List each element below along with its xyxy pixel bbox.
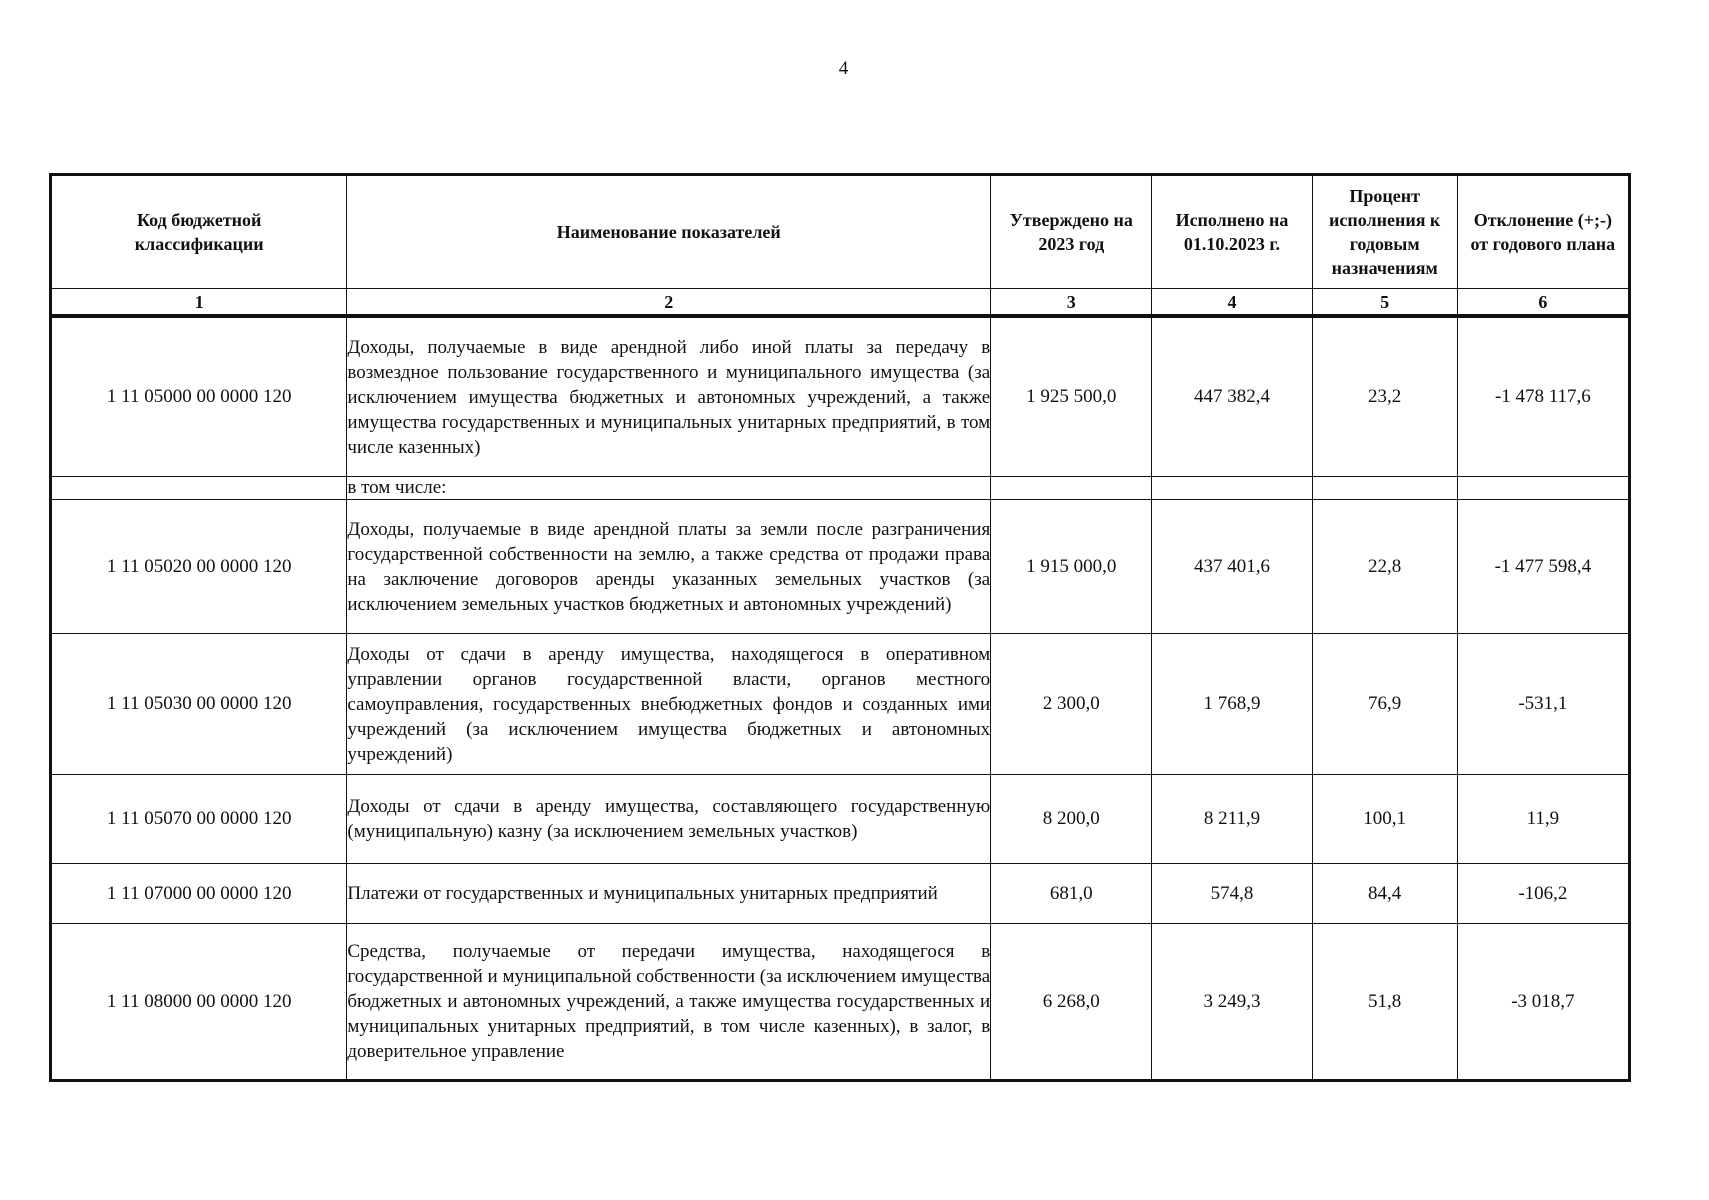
page-number: 4 — [838, 58, 849, 79]
column-number-1: 1 — [51, 289, 347, 317]
column-number-4: 4 — [1152, 289, 1312, 317]
table-row — [51, 924, 1630, 1081]
table-row — [51, 477, 1630, 500]
column-number-5: 5 — [1312, 289, 1457, 317]
header-name: Наименование показателей — [347, 175, 991, 289]
header-deviation: Отклонение (+;-) от годового плана — [1457, 175, 1629, 289]
row-approved: 8 200,0 — [991, 775, 1152, 864]
row-deviation: -1 477 598,4 — [1457, 500, 1629, 634]
row-name: Средства, получаемые от передачи имущества, находящегося в государственной и муниципальной собственности (за исключением имущества бюджетных и автономных учреждений, а также имущества государственных и муниципальных унитарных предприятий, в том числе казенных), в залог, в доверительное управление — [347, 924, 991, 1081]
row-percent: 76,9 — [1312, 634, 1457, 775]
budget-table — [49, 173, 1631, 1082]
row-percent — [1312, 477, 1457, 500]
row-approved: 1 925 500,0 — [991, 316, 1152, 477]
row-code: 1 11 05030 00 0000 120 — [51, 634, 347, 775]
column-number-3: 3 — [991, 289, 1152, 317]
row-code: 1 11 07000 00 0000 120 — [51, 864, 347, 924]
header-code: Код бюджетной классификации — [51, 175, 347, 289]
row-percent: 23,2 — [1312, 316, 1457, 477]
row-code: 1 11 05020 00 0000 120 — [51, 500, 347, 634]
row-percent: 84,4 — [1312, 864, 1457, 924]
row-name: Доходы от сдачи в аренду имущества, находящегося в оперативном управлении органов государственной власти, органов местного самоуправления, государственных внебюджетных фондов и созданных ими учреждений (за исключением имущества бюджетных и автономных учреждений) — [347, 634, 991, 775]
row-code: 1 11 05070 00 0000 120 — [51, 775, 347, 864]
row-executed: 437 401,6 — [1152, 500, 1312, 634]
table-row — [51, 634, 1630, 775]
row-deviation: 11,9 — [1457, 775, 1629, 864]
column-number-2: 2 — [347, 289, 991, 317]
header-executed: Исполнено на 01.10.2023 г. — [1152, 175, 1312, 289]
row-percent: 100,1 — [1312, 775, 1457, 864]
row-name: Платежи от государственных и муниципальных унитарных предприятий — [347, 864, 991, 924]
column-number-row — [51, 289, 1630, 317]
row-executed: 447 382,4 — [1152, 316, 1312, 477]
row-executed: 1 768,9 — [1152, 634, 1312, 775]
row-code — [51, 477, 347, 500]
table-row — [51, 316, 1630, 477]
row-deviation: -106,2 — [1457, 864, 1629, 924]
row-deviation: -3 018,7 — [1457, 924, 1629, 1081]
table-header-row — [51, 175, 1630, 289]
row-deviation: -531,1 — [1457, 634, 1629, 775]
row-approved: 2 300,0 — [991, 634, 1152, 775]
row-approved: 681,0 — [991, 864, 1152, 924]
row-executed: 8 211,9 — [1152, 775, 1312, 864]
row-approved: 1 915 000,0 — [991, 500, 1152, 634]
row-code: 1 11 05000 00 0000 120 — [51, 316, 347, 477]
row-approved — [991, 477, 1152, 500]
column-number-6: 6 — [1457, 289, 1629, 317]
table-row — [51, 864, 1630, 924]
row-name: Доходы от сдачи в аренду имущества, составляющего государственную (муниципальную) казну (за исключением земельных участков) — [347, 775, 991, 864]
row-executed: 574,8 — [1152, 864, 1312, 924]
row-percent: 51,8 — [1312, 924, 1457, 1081]
row-name: в том числе: — [347, 477, 991, 500]
row-percent: 22,8 — [1312, 500, 1457, 634]
row-code: 1 11 08000 00 0000 120 — [51, 924, 347, 1081]
table-row — [51, 500, 1630, 634]
header-approved: Утверждено на 2023 год — [991, 175, 1152, 289]
table-row — [51, 775, 1630, 864]
row-executed: 3 249,3 — [1152, 924, 1312, 1081]
row-name: Доходы, получаемые в виде арендной либо иной платы за передачу в возмездное пользование государственного и муниципального имущества (за исключением имущества бюджетных и автономных учреждений, а также имущества государственных и муниципальных унитарных предприятий, в том числе казенных) — [347, 316, 991, 477]
row-approved: 6 268,0 — [991, 924, 1152, 1081]
row-deviation — [1457, 477, 1629, 500]
header-percent: Процент исполнения к годовым назначениям — [1312, 175, 1457, 289]
row-name: Доходы, получаемые в виде арендной платы за земли после разграничения государственной собственности на землю, а также средства от продажи права на заключение договоров аренды указанных земельных участков (за исключением земельных участков бюджетных и автономных учреждений) — [347, 500, 991, 634]
row-deviation: -1 478 117,6 — [1457, 316, 1629, 477]
row-executed — [1152, 477, 1312, 500]
